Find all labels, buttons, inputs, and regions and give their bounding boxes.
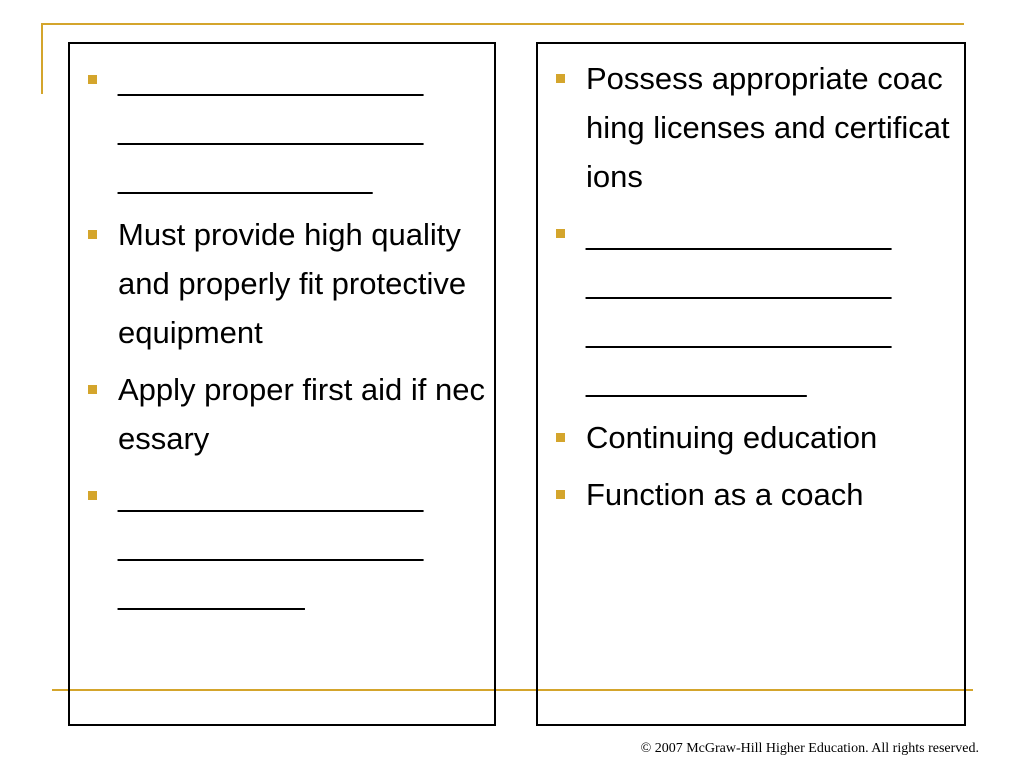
left-column-box [68,42,496,726]
decorative-left-rule [41,23,43,94]
fill-in-blank: __________________ [118,478,423,513]
left-bullet-list [82,55,486,626]
bullet-text: Possess appropriate coaching licenses and certifications [586,61,950,194]
fill-in-blank: __________________ [586,216,891,251]
right-column-box [536,42,966,726]
square-bullet-icon [556,433,565,442]
list-item [82,365,486,463]
list-item [82,471,486,618]
fill-in-blank: _______________ [118,160,373,195]
square-bullet-icon [556,490,565,499]
list-item [550,470,956,519]
fill-in-blank: __________________ [586,314,891,349]
bullet-text: Must provide high quality and properly fit protective equipment [118,217,467,350]
list-item [550,209,956,405]
square-bullet-icon [556,229,565,238]
bullet-text: Continuing education [586,420,878,455]
fill-in-blank: __________________ [118,527,423,562]
fill-in-blank: _____________ [586,363,807,398]
fill-in-blank: ___________ [118,576,305,611]
bullet-text: Function as a coach [586,477,864,512]
fill-in-blank: __________________ [586,265,891,300]
list-item [82,210,486,357]
fill-in-blank: __________________ [118,111,423,146]
square-bullet-icon [88,75,97,84]
square-bullet-icon [556,74,565,83]
square-bullet-icon [88,230,97,239]
copyright-footer: © 2007 McGraw-Hill Higher Education. All rights reserved. [640,741,979,756]
list-item [550,413,956,462]
list-item [82,55,486,202]
decorative-top-rule [41,23,964,25]
square-bullet-icon [88,491,97,500]
list-item [550,54,956,201]
bullet-text: Apply proper first aid if necessary [118,372,486,456]
fill-in-blank: __________________ [118,62,423,97]
square-bullet-icon [88,385,97,394]
right-bullet-list [550,54,956,527]
